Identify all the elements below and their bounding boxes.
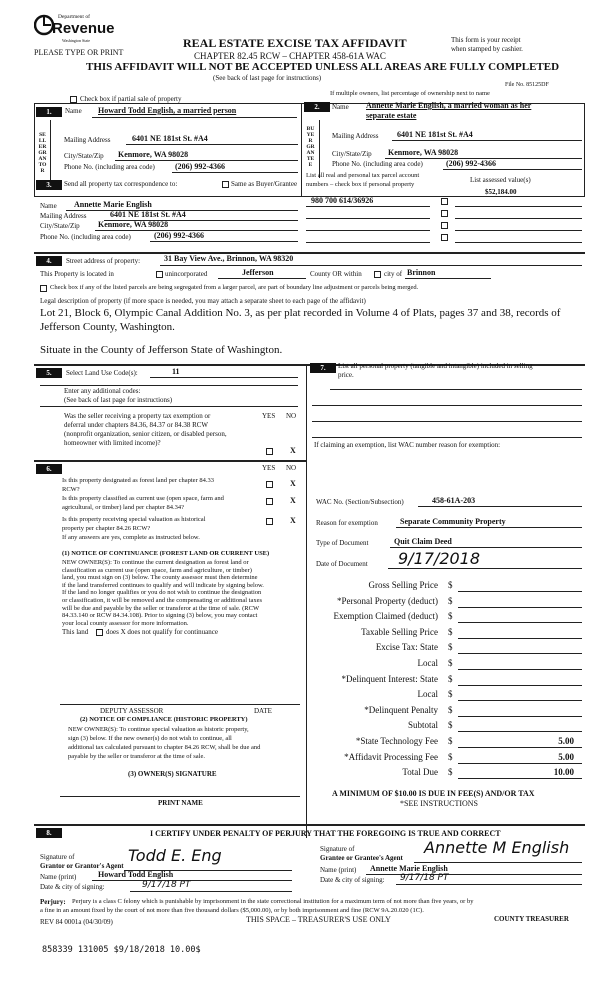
seller-mailing-label: Mailing Address bbox=[64, 136, 111, 144]
buyer-mailing: 6401 NE 181st St. #A4 bbox=[397, 130, 473, 139]
dor-logo-icon bbox=[34, 14, 54, 36]
fee-label: *Affidavit Processing Fee bbox=[344, 751, 438, 762]
forest-q-line-2: RCW? bbox=[62, 486, 80, 493]
fee-currency: $ bbox=[448, 658, 453, 668]
qualify-text: does X does not qualify for continuance bbox=[106, 628, 218, 636]
fee-line bbox=[458, 653, 582, 654]
notice-continuance-line-8: 84.33.140 or RCW 84.34.108). Prior to signing (3) below, you may contact bbox=[62, 612, 258, 620]
please-type: PLEASE TYPE OR PRINT bbox=[34, 48, 124, 57]
not-accepted-notice: THIS AFFIDAVIT WILL NOT BE ACCEPTED UNLESS ALL AREAS ARE FULLY COMPLETED bbox=[86, 61, 560, 73]
fee-currency: $ bbox=[448, 704, 453, 715]
deputy-assessor-label: DEPUTY ASSESSOR bbox=[100, 707, 164, 715]
partial-sale-label: Check box if partial sale of property bbox=[80, 95, 182, 103]
current-use-q-line-1: Is this property classified as current use (open space, farm and bbox=[62, 495, 224, 502]
document-date: 9/17/2018 bbox=[398, 549, 481, 568]
fee-label: Exemption Claimed (deduct) bbox=[333, 611, 438, 622]
notice-compliance-line-4: payable by the seller or transferor at the time of sale. bbox=[68, 753, 205, 760]
notice-continuance-line-4: if the land transferred continues to qualify and will indicate by signing below. bbox=[62, 581, 264, 589]
fee-currency: $ bbox=[448, 751, 453, 762]
forest-q-line-1: Is this property designated as forest land per chapter 84.33 bbox=[62, 477, 214, 484]
notice-continuance-line-6: or classification, it will be removed and the compensating or additional taxes bbox=[62, 597, 262, 604]
exemption-yes-checkbox[interactable] bbox=[266, 448, 273, 455]
notice-continuance-line-5: If the land no longer qualifies or you do not wish to continue the designation bbox=[62, 589, 262, 597]
historic-q-line-1: Is this property receiving special valuation as historical bbox=[62, 516, 206, 523]
personal-property-checkbox-4[interactable] bbox=[441, 234, 448, 241]
fee-currency: $ bbox=[448, 595, 453, 606]
historic-q-line-2: property per chapter 84.26 RCW? bbox=[62, 525, 151, 532]
fee-line bbox=[458, 716, 582, 717]
form-chapter: CHAPTER 82.45 RCW – CHAPTER 458-61A WAC bbox=[194, 51, 386, 61]
exemption-q-line-3: (nonprofit organization, senior citizen, or disabled person, bbox=[64, 430, 227, 438]
fee-line bbox=[458, 591, 582, 592]
grantee-name-label: Name (print) bbox=[320, 866, 357, 874]
exemption-wac-label: If claiming an exemption, list WAC number reason for exemption: bbox=[314, 441, 501, 449]
fee-line bbox=[458, 778, 582, 779]
seller-city: Kenmore, WA 98028 bbox=[118, 150, 189, 159]
section-3-badge: 3. bbox=[36, 180, 62, 190]
seller-mailing: 6401 NE 181st St. #A4 bbox=[132, 134, 208, 143]
legal-description-line-1: Lot 21, Block 6, Olympic Canal Addition No. 3, as per plat recorded in Volume 4 of Plats, pages 37 and 38, records of bbox=[40, 307, 561, 319]
corr-name: Annette Marie English bbox=[74, 200, 152, 209]
buyer-mailing-label: Mailing Address bbox=[332, 132, 379, 140]
notice-continuance-line-3: land, you must sign on (3) below. The county assessor must then determine bbox=[62, 574, 258, 582]
fee-line bbox=[458, 638, 582, 639]
city-of-label: city of bbox=[384, 270, 403, 278]
grantee-sig-label-1: Signature of bbox=[320, 845, 355, 853]
certify-statement: I CERTIFY UNDER PENALTY OF PERJURY THAT THE FOREGOING IS TRUE AND CORRECT bbox=[150, 829, 501, 838]
fee-label: *Personal Property (deduct) bbox=[337, 595, 438, 606]
notice-continuance-line-2: classification as current use (open space, farm and agriculture, or timber) bbox=[62, 566, 252, 574]
buyer-name-label: Name bbox=[332, 103, 349, 111]
current-use-yes-checkbox[interactable] bbox=[266, 498, 273, 505]
dor-logo bbox=[34, 12, 115, 46]
corr-city-label: City/State/Zip bbox=[40, 222, 80, 230]
notice-continuance-line-9: your local county assessor for more information. bbox=[62, 619, 189, 627]
corr-phone-label: Phone No. (including area code) bbox=[40, 233, 131, 241]
form-title: REAL ESTATE EXCISE TAX AFFIDAVIT bbox=[183, 36, 407, 50]
logo-name: Revenue bbox=[52, 20, 115, 37]
fee-value[interactable]: 5.00 bbox=[558, 736, 574, 746]
corr-mailing: 6401 NE 181st St. #A4 bbox=[110, 210, 186, 219]
fee-currency: $ bbox=[448, 673, 453, 684]
historic-no-mark[interactable]: X bbox=[290, 516, 296, 525]
fee-currency: $ bbox=[448, 767, 453, 778]
unincorporated-label: unincorporated bbox=[165, 270, 208, 278]
fee-label: Subtotal bbox=[407, 720, 438, 731]
fee-line bbox=[458, 747, 582, 748]
no-header-6: NO bbox=[286, 464, 297, 472]
logo-state: Washington State bbox=[62, 38, 91, 43]
grantor-sig-label-2: Grantor or Grantor's Agent bbox=[40, 862, 124, 870]
unincorporated-checkbox[interactable] bbox=[156, 271, 163, 278]
personal-property-label-2: price. bbox=[338, 371, 354, 379]
document-type: Quit Claim Deed bbox=[394, 537, 452, 546]
county-name: Jefferson bbox=[242, 268, 274, 277]
fee-line bbox=[458, 607, 582, 608]
city-checkbox[interactable] bbox=[374, 271, 381, 278]
perjury-text-2: a fine in an amount fixed by the court of not more than five thousand dollars ($5,000.00), or by both imprisonment and fine (RCW 9A.20.020 (1C). bbox=[40, 907, 424, 914]
historic-yes-checkbox[interactable] bbox=[266, 518, 273, 525]
exemption-no-mark[interactable]: X bbox=[290, 446, 296, 455]
exemption-reason: Separate Community Property bbox=[400, 517, 506, 526]
document-type-label: Type of Document bbox=[316, 539, 369, 547]
see-instructions: *SEE INSTRUCTIONS bbox=[400, 799, 479, 808]
grantee-sig-label-2: Grantee or Grantee's Agent bbox=[320, 854, 403, 862]
grantee-date-label: Date & city of signing: bbox=[320, 876, 385, 884]
yes-header-6: YES bbox=[262, 464, 276, 472]
fee-line bbox=[458, 731, 582, 732]
fee-label: Gross Selling Price bbox=[368, 580, 438, 590]
assessor-date-label: DATE bbox=[254, 707, 272, 715]
no-header-5: NO bbox=[286, 412, 297, 420]
fee-label: *State Technology Fee bbox=[355, 736, 438, 746]
fee-line bbox=[458, 669, 582, 670]
accounts-label-2: numbers – check box if personal property bbox=[306, 181, 415, 188]
grantor-date-city: 9/17/18 PT bbox=[142, 880, 191, 890]
located-label: This Property is located in bbox=[40, 270, 114, 278]
minimum-fee-notice: A MINIMUM OF $10.00 IS DUE IN FEE(S) AND/OR TAX bbox=[332, 789, 535, 798]
personal-property-label-1: List all personal property (tangible and intangible) included in selling bbox=[338, 362, 533, 370]
owner-signature-label: (3) OWNER(S) SIGNATURE bbox=[128, 770, 217, 778]
land-use-code: 11 bbox=[172, 367, 180, 376]
seller-side-label: SELLER GRANTOR bbox=[38, 132, 47, 174]
correspondence-label: Send all property tax correspondence to: bbox=[64, 180, 178, 188]
yes-header-5: YES bbox=[262, 412, 276, 420]
buyer-name-line-2: separate estate bbox=[366, 111, 417, 120]
section-8-badge: 8. bbox=[36, 828, 62, 838]
same-as-buyer-label: Same as Buyer/Grantee bbox=[231, 180, 298, 188]
section-7-badge: 7. bbox=[310, 363, 336, 373]
fee-currency: $ bbox=[448, 736, 453, 746]
fee-currency: $ bbox=[448, 580, 453, 590]
seller-phone-label: Phone No. (including area code) bbox=[64, 163, 155, 171]
corr-city: Kenmore, WA 98028 bbox=[98, 220, 169, 229]
accounts-label-1: List all real and personal tax parcel account bbox=[306, 172, 420, 179]
legal-description-line-2: Jefferson County, Washington. bbox=[40, 321, 175, 333]
personal-property-checkbox-2[interactable] bbox=[441, 210, 448, 217]
same-as-buyer-checkbox[interactable] bbox=[222, 181, 229, 188]
street-address: 31 Bay View Ave., Brinnon, WA 98320 bbox=[164, 254, 294, 263]
notice-continuance-line-7: will be due and payable by the seller or transferor at the time of sale. (RCW bbox=[62, 604, 260, 612]
if-yes-instruction: If any answers are yes, complete as instructed below. bbox=[62, 534, 200, 541]
section-2-badge: 2. bbox=[304, 102, 330, 112]
fee-currency: $ bbox=[448, 689, 453, 700]
receipt-note-2: when stamped by cashier. bbox=[451, 45, 523, 53]
land-use-label: Select Land Use Code(s): bbox=[66, 369, 138, 377]
current-use-no-mark[interactable]: X bbox=[290, 496, 296, 505]
fee-label: Local bbox=[417, 658, 438, 668]
notice-compliance-line-3: additional tax calculated pursuant to chapter 84.26 RCW, shall be due and bbox=[68, 744, 261, 751]
grantee-date-city: 9/17/18 PT bbox=[400, 873, 449, 883]
county-or-within: County OR within bbox=[310, 270, 362, 278]
file-number: File No. 85125DF bbox=[505, 82, 549, 88]
grantor-sig-label-1: Signature of bbox=[40, 853, 75, 861]
situate-statement: Situate in the County of Jefferson State of Washington. bbox=[40, 344, 283, 356]
cashier-stamp: 858339 131005 $9/18/2018 10.00$ bbox=[42, 945, 201, 955]
assessed-value: $52,184.00 bbox=[485, 188, 517, 196]
treasurer-space-label: THIS SPACE – TREASURER'S USE ONLY bbox=[246, 915, 391, 924]
assessed-values-label: List assessed value(s) bbox=[470, 176, 531, 184]
buyer-phone: (206) 992-4366 bbox=[446, 159, 496, 168]
account-number: 980 700 614/36926 bbox=[311, 196, 374, 205]
fee-label: *Delinquent Interest: State bbox=[341, 673, 438, 684]
notice-compliance-line-1: NEW OWNER(S): To continue special valuation as historic property, bbox=[68, 726, 249, 733]
land-use-see-back: (See back of last page for instructions) bbox=[64, 396, 173, 404]
notice-continuance-title: (1) NOTICE OF CONTINUANCE (FOREST LAND OR CURRENT USE) bbox=[62, 550, 270, 557]
fee-currency: $ bbox=[448, 626, 453, 637]
grantor-name-label: Name (print) bbox=[40, 873, 77, 881]
buyer-city-label: City/State/Zip bbox=[332, 150, 372, 158]
county-treasurer-label: COUNTY TREASURER bbox=[494, 915, 569, 923]
form-revision: REV 84 0001a (04/30/09) bbox=[40, 918, 113, 926]
logo-dept: Department of bbox=[58, 14, 90, 20]
buyer-phone-label: Phone No. (including area code) bbox=[332, 160, 423, 168]
fee-line bbox=[458, 622, 582, 623]
multiple-owners-label: If multiple owners, list percentage of ownership next to name bbox=[330, 90, 490, 97]
buyer-side-label: BUYER GRANTEE bbox=[306, 126, 315, 168]
current-use-q-line-2: agricultural, or timber) land per chapter 84.34? bbox=[62, 504, 185, 511]
corr-name-label: Name bbox=[40, 202, 57, 210]
fee-label: Local bbox=[417, 689, 438, 700]
fee-line bbox=[458, 685, 582, 686]
fee-currency: $ bbox=[448, 720, 453, 731]
fee-currency: $ bbox=[448, 642, 453, 653]
fee-label: Excise Tax: State bbox=[375, 642, 438, 653]
buyer-name-line-1: Annette Marie English, a married woman as her bbox=[366, 101, 532, 110]
buyer-city: Kenmore, WA 98028 bbox=[388, 148, 459, 157]
exemption-q-line-1: Was the seller receiving a property tax exemption or bbox=[64, 412, 211, 420]
see-back-instructions: (See back of last page for instructions) bbox=[213, 74, 322, 82]
personal-property-checkbox-1[interactable] bbox=[441, 198, 448, 205]
seller-name-label: Name bbox=[65, 107, 82, 115]
section-5-badge: 5. bbox=[36, 368, 62, 378]
grantor-signature: Todd E. Eng bbox=[128, 846, 222, 865]
wac-number: 458-61A-203 bbox=[432, 496, 476, 505]
legal-description-label: Legal description of property (if more space is needed, you may attach a separate sheet to each page of the affidavit) bbox=[40, 297, 366, 305]
property-city: Brinnon bbox=[407, 268, 436, 277]
notice-compliance-line-2: sign (3) below. If the new owner(s) do not wish to continue, all bbox=[68, 735, 232, 742]
segregated-checkbox[interactable] bbox=[40, 285, 47, 292]
seller-phone: (206) 992-4366 bbox=[175, 162, 225, 171]
fee-value[interactable]: 10.00 bbox=[553, 767, 574, 778]
wac-label: WAC No. (Section/Subsection) bbox=[316, 498, 404, 506]
exemption-q-line-2: deferral under chapters 84.36, 84.37 or 84.38 RCW bbox=[64, 421, 209, 429]
fee-label: Total Due bbox=[402, 767, 438, 778]
partial-sale-checkbox[interactable] bbox=[70, 96, 77, 103]
corr-mailing-label: Mailing Address bbox=[40, 212, 87, 220]
forest-yes-checkbox[interactable] bbox=[266, 481, 273, 488]
forest-no-mark[interactable]: X bbox=[290, 479, 296, 488]
this-land-label: This land bbox=[62, 628, 89, 636]
fee-line bbox=[458, 700, 582, 701]
personal-property-checkbox-3[interactable] bbox=[441, 222, 448, 229]
grantor-name: Howard Todd English bbox=[98, 870, 174, 879]
grantee-name: Annette Marie English bbox=[370, 864, 448, 873]
additional-codes-label: Enter any additional codes: bbox=[64, 387, 141, 395]
does-qualify-checkbox[interactable] bbox=[96, 629, 103, 636]
document-date-label: Date of Document bbox=[316, 560, 368, 568]
grantee-signature: Annette M English bbox=[424, 838, 570, 857]
street-label: Street address of property: bbox=[66, 257, 141, 265]
fee-label: Taxable Selling Price bbox=[361, 626, 438, 637]
section-4-badge: 4. bbox=[36, 256, 62, 266]
receipt-note-1: This form is your receipt bbox=[451, 36, 521, 44]
exemption-q-line-4: homeowner with limited income)? bbox=[64, 439, 161, 447]
fee-value[interactable]: 5.00 bbox=[558, 751, 574, 762]
seller-name: Howard Todd English, a married person bbox=[98, 106, 237, 115]
section-6-badge: 6. bbox=[36, 464, 62, 474]
segregated-label: Check box if any of the listed parcels are being segregated from a larger parcel, are part of boundary line adjustment or parcels being merged. bbox=[50, 284, 419, 291]
perjury-text-1: Perjury is a class C felony which is punishable by imprisonment in the state correctional institution for a maximum term of not more than five years, or by bbox=[72, 898, 474, 905]
seller-city-label: City/State/Zip bbox=[64, 152, 104, 160]
corr-phone: (206) 992-4366 bbox=[154, 231, 204, 240]
notice-continuance-line-1: NEW OWNER(S): To continue the current designation as forest land or bbox=[62, 559, 249, 566]
reason-label: Reason for exemption bbox=[316, 519, 378, 527]
grantor-date-label: Date & city of signing: bbox=[40, 883, 105, 891]
perjury-label: Perjury: bbox=[40, 898, 66, 906]
fee-line bbox=[458, 763, 582, 764]
fee-label: *Delinquent Penalty bbox=[364, 704, 438, 715]
print-name-label: PRINT NAME bbox=[158, 799, 203, 807]
section-1-badge: 1. bbox=[36, 107, 62, 117]
fee-currency: $ bbox=[448, 611, 453, 622]
notice-compliance-title: (2) NOTICE OF COMPLIANCE (HISTORIC PROPERTY) bbox=[80, 716, 248, 723]
